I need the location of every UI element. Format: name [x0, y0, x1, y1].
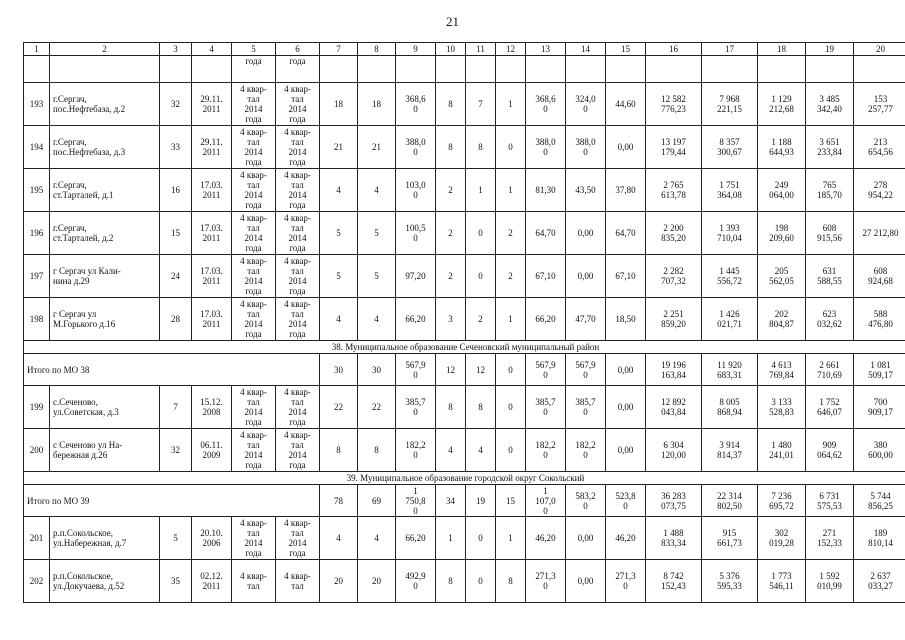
table-cell: 0,00: [566, 255, 606, 298]
continuation-cell: [806, 56, 854, 83]
table-cell: 380 600,00: [854, 429, 905, 472]
table-cell: 0,00: [606, 429, 646, 472]
table-cell: 22: [358, 386, 396, 429]
table-cell: 271,3 0: [606, 560, 646, 603]
table-cell: 0: [496, 386, 526, 429]
table-cell: 1 592 010,99: [806, 560, 854, 603]
address-cell: г.Сергач, ст.Тарталей, д.2: [50, 212, 160, 255]
table-cell: 4: [358, 517, 396, 560]
table-cell: 567,9 0: [526, 354, 566, 386]
table-cell: 1: [466, 169, 496, 212]
table-cell: 21: [320, 126, 358, 169]
table-cell: 103,0 0: [396, 169, 436, 212]
table-cell: 17.03. 2011: [192, 169, 232, 212]
address-cell: с Сеченово ул На- бережная д.26: [50, 429, 160, 472]
row-number: 194: [24, 126, 50, 169]
column-number-7: 7: [320, 43, 358, 56]
address-cell: р.п.Сокольское, ул.Набережная, д.7: [50, 517, 160, 560]
table-cell: 153 257,77: [854, 83, 905, 126]
table-cell: 47,70: [566, 298, 606, 341]
table-cell: 608 915,56: [806, 212, 854, 255]
table-cell: 4 квар- тал 2014 года: [276, 517, 320, 560]
row-number: 195: [24, 169, 50, 212]
table-cell: 12 582 776,23: [646, 83, 702, 126]
continuation-row: [24, 56, 905, 83]
column-number-6: 6: [276, 43, 320, 56]
table-cell: 4: [320, 298, 358, 341]
table-cell: 37,80: [606, 169, 646, 212]
table-cell: 271,3 0: [526, 560, 566, 603]
column-number-18: 18: [758, 43, 806, 56]
continuation-cell: [320, 56, 358, 83]
table-cell: 8: [436, 83, 466, 126]
continuation-cell: [358, 56, 396, 83]
housing-table: [23, 42, 905, 603]
address-cell: с.Сеченово, ул.Советская, д.3: [50, 386, 160, 429]
table-cell: 205 562,05: [758, 255, 806, 298]
table-cell: 67,10: [526, 255, 566, 298]
table-cell: 17.03. 2011: [192, 255, 232, 298]
continuation-cell: [854, 56, 905, 83]
table-cell: 16: [160, 169, 192, 212]
table-cell: 388,0 0: [396, 126, 436, 169]
address-cell: р.п.Сокольское, ул.Докучаева, д.52: [50, 560, 160, 603]
table-cell: 81,30: [526, 169, 566, 212]
continuation-cell: [396, 56, 436, 83]
table-cell: 4 квар- тал 2014 года: [232, 429, 276, 472]
address-cell: г.Сергач, ст.Тарталей, д.1: [50, 169, 160, 212]
table-cell: 0: [496, 126, 526, 169]
table-cell: 1: [496, 298, 526, 341]
table-cell: 4 квар- тал 2014 года: [232, 298, 276, 341]
table-cell: 492,9 0: [396, 560, 436, 603]
table-cell: 4 квар- тал 2014 года: [276, 429, 320, 472]
column-number-1: 1: [24, 43, 50, 56]
table-cell: 4 квар- тал 2014 года: [276, 169, 320, 212]
table-row: [24, 212, 905, 255]
table-cell: 8 005 868,94: [702, 386, 758, 429]
table-cell: 1: [436, 517, 466, 560]
table-cell: 18: [320, 83, 358, 126]
table-cell: 1 751 364,08: [702, 169, 758, 212]
table-cell: 32: [160, 83, 192, 126]
table-cell: 8: [320, 429, 358, 472]
table-cell: 06.11. 2009: [192, 429, 232, 472]
table-cell: 4 квар- тал 2014 года: [232, 212, 276, 255]
row-number: 197: [24, 255, 50, 298]
table-cell: 12: [436, 354, 466, 386]
row-number: 200: [24, 429, 50, 472]
table-cell: 1 773 546,11: [758, 560, 806, 603]
table-cell: 0: [466, 560, 496, 603]
table-cell: 33: [160, 126, 192, 169]
table-cell: 368,6 0: [526, 83, 566, 126]
table-cell: 2 200 835,20: [646, 212, 702, 255]
table-row: [24, 429, 905, 472]
table-row: [24, 255, 905, 298]
table-cell: 302 019,28: [758, 517, 806, 560]
column-number-4: 4: [192, 43, 232, 56]
column-number-8: 8: [358, 43, 396, 56]
table-cell: 5: [358, 212, 396, 255]
table-cell: 1 393 710,04: [702, 212, 758, 255]
column-number-2: 2: [50, 43, 160, 56]
table-cell: 46,20: [606, 517, 646, 560]
table-cell: 4 квар- тал 2014 года: [276, 255, 320, 298]
table-cell: 388,0 0: [526, 126, 566, 169]
table-cell: 2 282 707,32: [646, 255, 702, 298]
table-cell: 368,6 0: [396, 83, 436, 126]
table-cell: 385,7 0: [396, 386, 436, 429]
table-cell: 8: [466, 126, 496, 169]
table-cell: 64,70: [526, 212, 566, 255]
column-number-row: [24, 43, 905, 56]
table-cell: 4 квар- тал 2014 года: [276, 83, 320, 126]
table-cell: 34: [436, 485, 466, 517]
continuation-cell: [496, 56, 526, 83]
table-row: [24, 126, 905, 169]
table-cell: 02.12. 2011: [192, 560, 232, 603]
continuation-cell: [526, 56, 566, 83]
table-cell: 6 304 120,00: [646, 429, 702, 472]
table-cell: 4: [320, 169, 358, 212]
table-cell: 198 209,60: [758, 212, 806, 255]
section-heading: 39. Муниципальное образование городской округ Сокольский: [24, 472, 905, 485]
section-heading: 38. Муниципальное образование Сеченовский муниципальный район: [24, 341, 905, 354]
table-row: [24, 517, 905, 560]
column-number-19: 19: [806, 43, 854, 56]
table-cell: 15.12. 2008: [192, 386, 232, 429]
table-cell: 5 376 595,33: [702, 560, 758, 603]
table-row: [24, 169, 905, 212]
table-cell: 4 квар- тал 2014 года: [232, 255, 276, 298]
table-cell: 1 488 833,34: [646, 517, 702, 560]
table-cell: 278 954,22: [854, 169, 905, 212]
table-cell: 1 129 212,68: [758, 83, 806, 126]
table-cell: 3: [436, 298, 466, 341]
table-cell: 66,20: [396, 517, 436, 560]
table-cell: 0: [466, 517, 496, 560]
continuation-cell: [160, 56, 192, 83]
table-cell: 15: [160, 212, 192, 255]
table-cell: 44,60: [606, 83, 646, 126]
table-cell: 4 квар- тал 2014 года: [276, 386, 320, 429]
table-cell: 0,00: [566, 560, 606, 603]
table-cell: 1 426 021,71: [702, 298, 758, 341]
table-cell: 385,7 0: [566, 386, 606, 429]
table-cell: 4: [320, 517, 358, 560]
continuation-cell: [758, 56, 806, 83]
table-cell: 36 283 073,75: [646, 485, 702, 517]
table-cell: 202 804,87: [758, 298, 806, 341]
continuation-cell: [466, 56, 496, 83]
address-cell: г Сергач ул М.Горького д.16: [50, 298, 160, 341]
continuation-cell: [436, 56, 466, 83]
table-cell: 32: [160, 429, 192, 472]
table-cell: 4 квар- тал 2014 года: [276, 212, 320, 255]
table-cell: 100,5 0: [396, 212, 436, 255]
table-row: [24, 560, 905, 603]
table-cell: 8: [436, 386, 466, 429]
table-cell: 0,00: [566, 212, 606, 255]
table-cell: 21: [358, 126, 396, 169]
continuation-cell: [606, 56, 646, 83]
table-cell: 4 квар- тал 2014 года: [276, 298, 320, 341]
table-cell: 5: [320, 212, 358, 255]
table-cell: 182,2 0: [566, 429, 606, 472]
section-heading-row: [24, 472, 905, 485]
table-cell: 5: [358, 255, 396, 298]
table-cell: 0,00: [606, 386, 646, 429]
table-cell: 4 квар- тал: [232, 560, 276, 603]
column-number-16: 16: [646, 43, 702, 56]
table-cell: 4 квар- тал 2014 года: [232, 83, 276, 126]
row-number: 199: [24, 386, 50, 429]
table-cell: 0,00: [566, 517, 606, 560]
table-cell: 4: [358, 298, 396, 341]
table-cell: 249 064,00: [758, 169, 806, 212]
table-cell: 7 968 221,15: [702, 83, 758, 126]
continuation-cell: [702, 56, 758, 83]
table-cell: 567,9 0: [396, 354, 436, 386]
table-cell: 324,0 0: [566, 83, 606, 126]
table-cell: 2 765 613,78: [646, 169, 702, 212]
table-cell: 1: [496, 169, 526, 212]
table-cell: 19: [466, 485, 496, 517]
column-number-14: 14: [566, 43, 606, 56]
table-cell: 182,2 0: [396, 429, 436, 472]
table-cell: 1 188 644,93: [758, 126, 806, 169]
table-cell: 4 квар- тал 2014 года: [232, 126, 276, 169]
column-number-12: 12: [496, 43, 526, 56]
column-number-9: 9: [396, 43, 436, 56]
total-label: Итого по МО 38: [24, 354, 320, 386]
table-cell: 7: [466, 83, 496, 126]
page-number: 21: [446, 14, 459, 29]
table-cell: 66,20: [396, 298, 436, 341]
table-cell: 20.10. 2006: [192, 517, 232, 560]
table-cell: 583,2 0: [566, 485, 606, 517]
table-cell: 12: [466, 354, 496, 386]
table-cell: 5: [320, 255, 358, 298]
table-cell: 69: [358, 485, 396, 517]
table-cell: 4: [358, 169, 396, 212]
column-number-5: 5: [232, 43, 276, 56]
total-row: [24, 485, 905, 517]
total-row: [24, 354, 905, 386]
table-cell: 909 064,62: [806, 429, 854, 472]
table-cell: 8 357 300,67: [702, 126, 758, 169]
table-cell: 20: [358, 560, 396, 603]
table-cell: 19 196 163,84: [646, 354, 702, 386]
table-cell: 7: [160, 386, 192, 429]
table-cell: 0: [466, 212, 496, 255]
table-cell: 12 892 043,84: [646, 386, 702, 429]
column-number-17: 17: [702, 43, 758, 56]
table-cell: 35: [160, 560, 192, 603]
table-cell: 24: [160, 255, 192, 298]
table-cell: 2: [496, 212, 526, 255]
table-cell: 0: [466, 255, 496, 298]
table-cell: 765 185,70: [806, 169, 854, 212]
table-cell: 29.11. 2011: [192, 83, 232, 126]
table-cell: 17.03. 2011: [192, 298, 232, 341]
table-row: [24, 83, 905, 126]
table-cell: 189 810,14: [854, 517, 905, 560]
column-number-3: 3: [160, 43, 192, 56]
table-cell: 8: [466, 386, 496, 429]
total-label: Итого по МО 39: [24, 485, 320, 517]
table-cell: 631 588,55: [806, 255, 854, 298]
address-cell: г.Сергач, пос.Нефтебаза, д.3: [50, 126, 160, 169]
table-body: [24, 43, 905, 603]
table-cell: 2: [436, 169, 466, 212]
table-cell: 8: [436, 560, 466, 603]
table-cell: 28: [160, 298, 192, 341]
table-cell: 78: [320, 485, 358, 517]
table-cell: 30: [358, 354, 396, 386]
table-cell: 1 445 556,72: [702, 255, 758, 298]
table-cell: 30: [320, 354, 358, 386]
table-cell: 182,2 0: [526, 429, 566, 472]
table-cell: 1: [496, 83, 526, 126]
table-cell: 1 480 241,01: [758, 429, 806, 472]
row-number: 193: [24, 83, 50, 126]
table-cell: 1 107,0 0: [526, 485, 566, 517]
continuation-cell: [192, 56, 232, 83]
table-cell: 3 914 814,37: [702, 429, 758, 472]
table-cell: 2: [466, 298, 496, 341]
table-cell: 8 742 152,43: [646, 560, 702, 603]
table-cell: 22 314 802,50: [702, 485, 758, 517]
table-cell: 3 133 528,83: [758, 386, 806, 429]
table-cell: 1 750,8 0: [396, 485, 436, 517]
column-number-13: 13: [526, 43, 566, 56]
table-cell: 3 651 233,84: [806, 126, 854, 169]
table-cell: 4: [466, 429, 496, 472]
table-cell: 67,10: [606, 255, 646, 298]
table-cell: 6 731 575,53: [806, 485, 854, 517]
table-cell: 8: [436, 126, 466, 169]
table-cell: 4 квар- тал 2014 года: [232, 169, 276, 212]
column-number-11: 11: [466, 43, 496, 56]
table-cell: 22: [320, 386, 358, 429]
column-number-15: 15: [606, 43, 646, 56]
table-cell: 2: [436, 255, 466, 298]
address-cell: г.Сергач, пос.Нефтебаза, д.2: [50, 83, 160, 126]
table-cell: 18: [358, 83, 396, 126]
table-cell: 1: [496, 517, 526, 560]
table-cell: 64,70: [606, 212, 646, 255]
table-cell: 4 квар- тал 2014 года: [232, 517, 276, 560]
table-cell: 5 744 856,25: [854, 485, 905, 517]
column-number-10: 10: [436, 43, 466, 56]
table-cell: 523,8 0: [606, 485, 646, 517]
row-number: 201: [24, 517, 50, 560]
table-cell: 385,7 0: [526, 386, 566, 429]
continuation-cell: [566, 56, 606, 83]
table-row: [24, 298, 905, 341]
table-cell: 567,9 0: [566, 354, 606, 386]
table-cell: 1 081 509,17: [854, 354, 905, 386]
table-cell: 4 квар- тал 2014 года: [232, 386, 276, 429]
table-cell: 2: [496, 255, 526, 298]
table-cell: 27 212,80: [854, 212, 905, 255]
table-cell: 0: [496, 354, 526, 386]
table-cell: 4 613 769,84: [758, 354, 806, 386]
address-cell: г Сергач ул Кали- нина д.29: [50, 255, 160, 298]
section-heading-row: [24, 341, 905, 354]
table-cell: 5: [160, 517, 192, 560]
table-cell: 66,20: [526, 298, 566, 341]
table-cell: 588 476,80: [854, 298, 905, 341]
table-cell: 15: [496, 485, 526, 517]
table-cell: 11 920 683,31: [702, 354, 758, 386]
continuation-cell: [24, 56, 50, 83]
table-cell: 3 485 342,40: [806, 83, 854, 126]
continuation-cell: года: [232, 56, 276, 83]
table-cell: 46,20: [526, 517, 566, 560]
row-number: 196: [24, 212, 50, 255]
table-cell: 2: [436, 212, 466, 255]
table-cell: 623 032,62: [806, 298, 854, 341]
table-cell: 7 236 695,72: [758, 485, 806, 517]
continuation-cell: [646, 56, 702, 83]
table-cell: 0,00: [606, 354, 646, 386]
table-cell: 1 752 646,07: [806, 386, 854, 429]
table-cell: 8: [358, 429, 396, 472]
row-number: 198: [24, 298, 50, 341]
table-cell: 20: [320, 560, 358, 603]
table-cell: 0,00: [606, 126, 646, 169]
table-cell: 97,20: [396, 255, 436, 298]
continuation-cell: года: [276, 56, 320, 83]
table-cell: 388,0 0: [566, 126, 606, 169]
table-cell: 8: [496, 560, 526, 603]
table-cell: 2 251 859,20: [646, 298, 702, 341]
table-cell: 0: [496, 429, 526, 472]
table-cell: 4: [436, 429, 466, 472]
table-cell: 43,50: [566, 169, 606, 212]
table-cell: 13 197 179,44: [646, 126, 702, 169]
table-cell: 271 152,33: [806, 517, 854, 560]
row-number: 202: [24, 560, 50, 603]
continuation-cell: [50, 56, 160, 83]
column-number-20: 20: [854, 43, 905, 56]
table-cell: 4 квар- тал: [276, 560, 320, 603]
table-cell: 2 661 710,69: [806, 354, 854, 386]
table-cell: 915 661,73: [702, 517, 758, 560]
table-row: [24, 386, 905, 429]
table-cell: 700 909,17: [854, 386, 905, 429]
table-cell: 608 924,68: [854, 255, 905, 298]
table-cell: 213 654,56: [854, 126, 905, 169]
table-cell: 2 637 033,27: [854, 560, 905, 603]
table-cell: 4 квар- тал 2014 года: [276, 126, 320, 169]
table-cell: 18,50: [606, 298, 646, 341]
table-cell: 29.11. 2011: [192, 126, 232, 169]
table-cell: 17.03. 2011: [192, 212, 232, 255]
